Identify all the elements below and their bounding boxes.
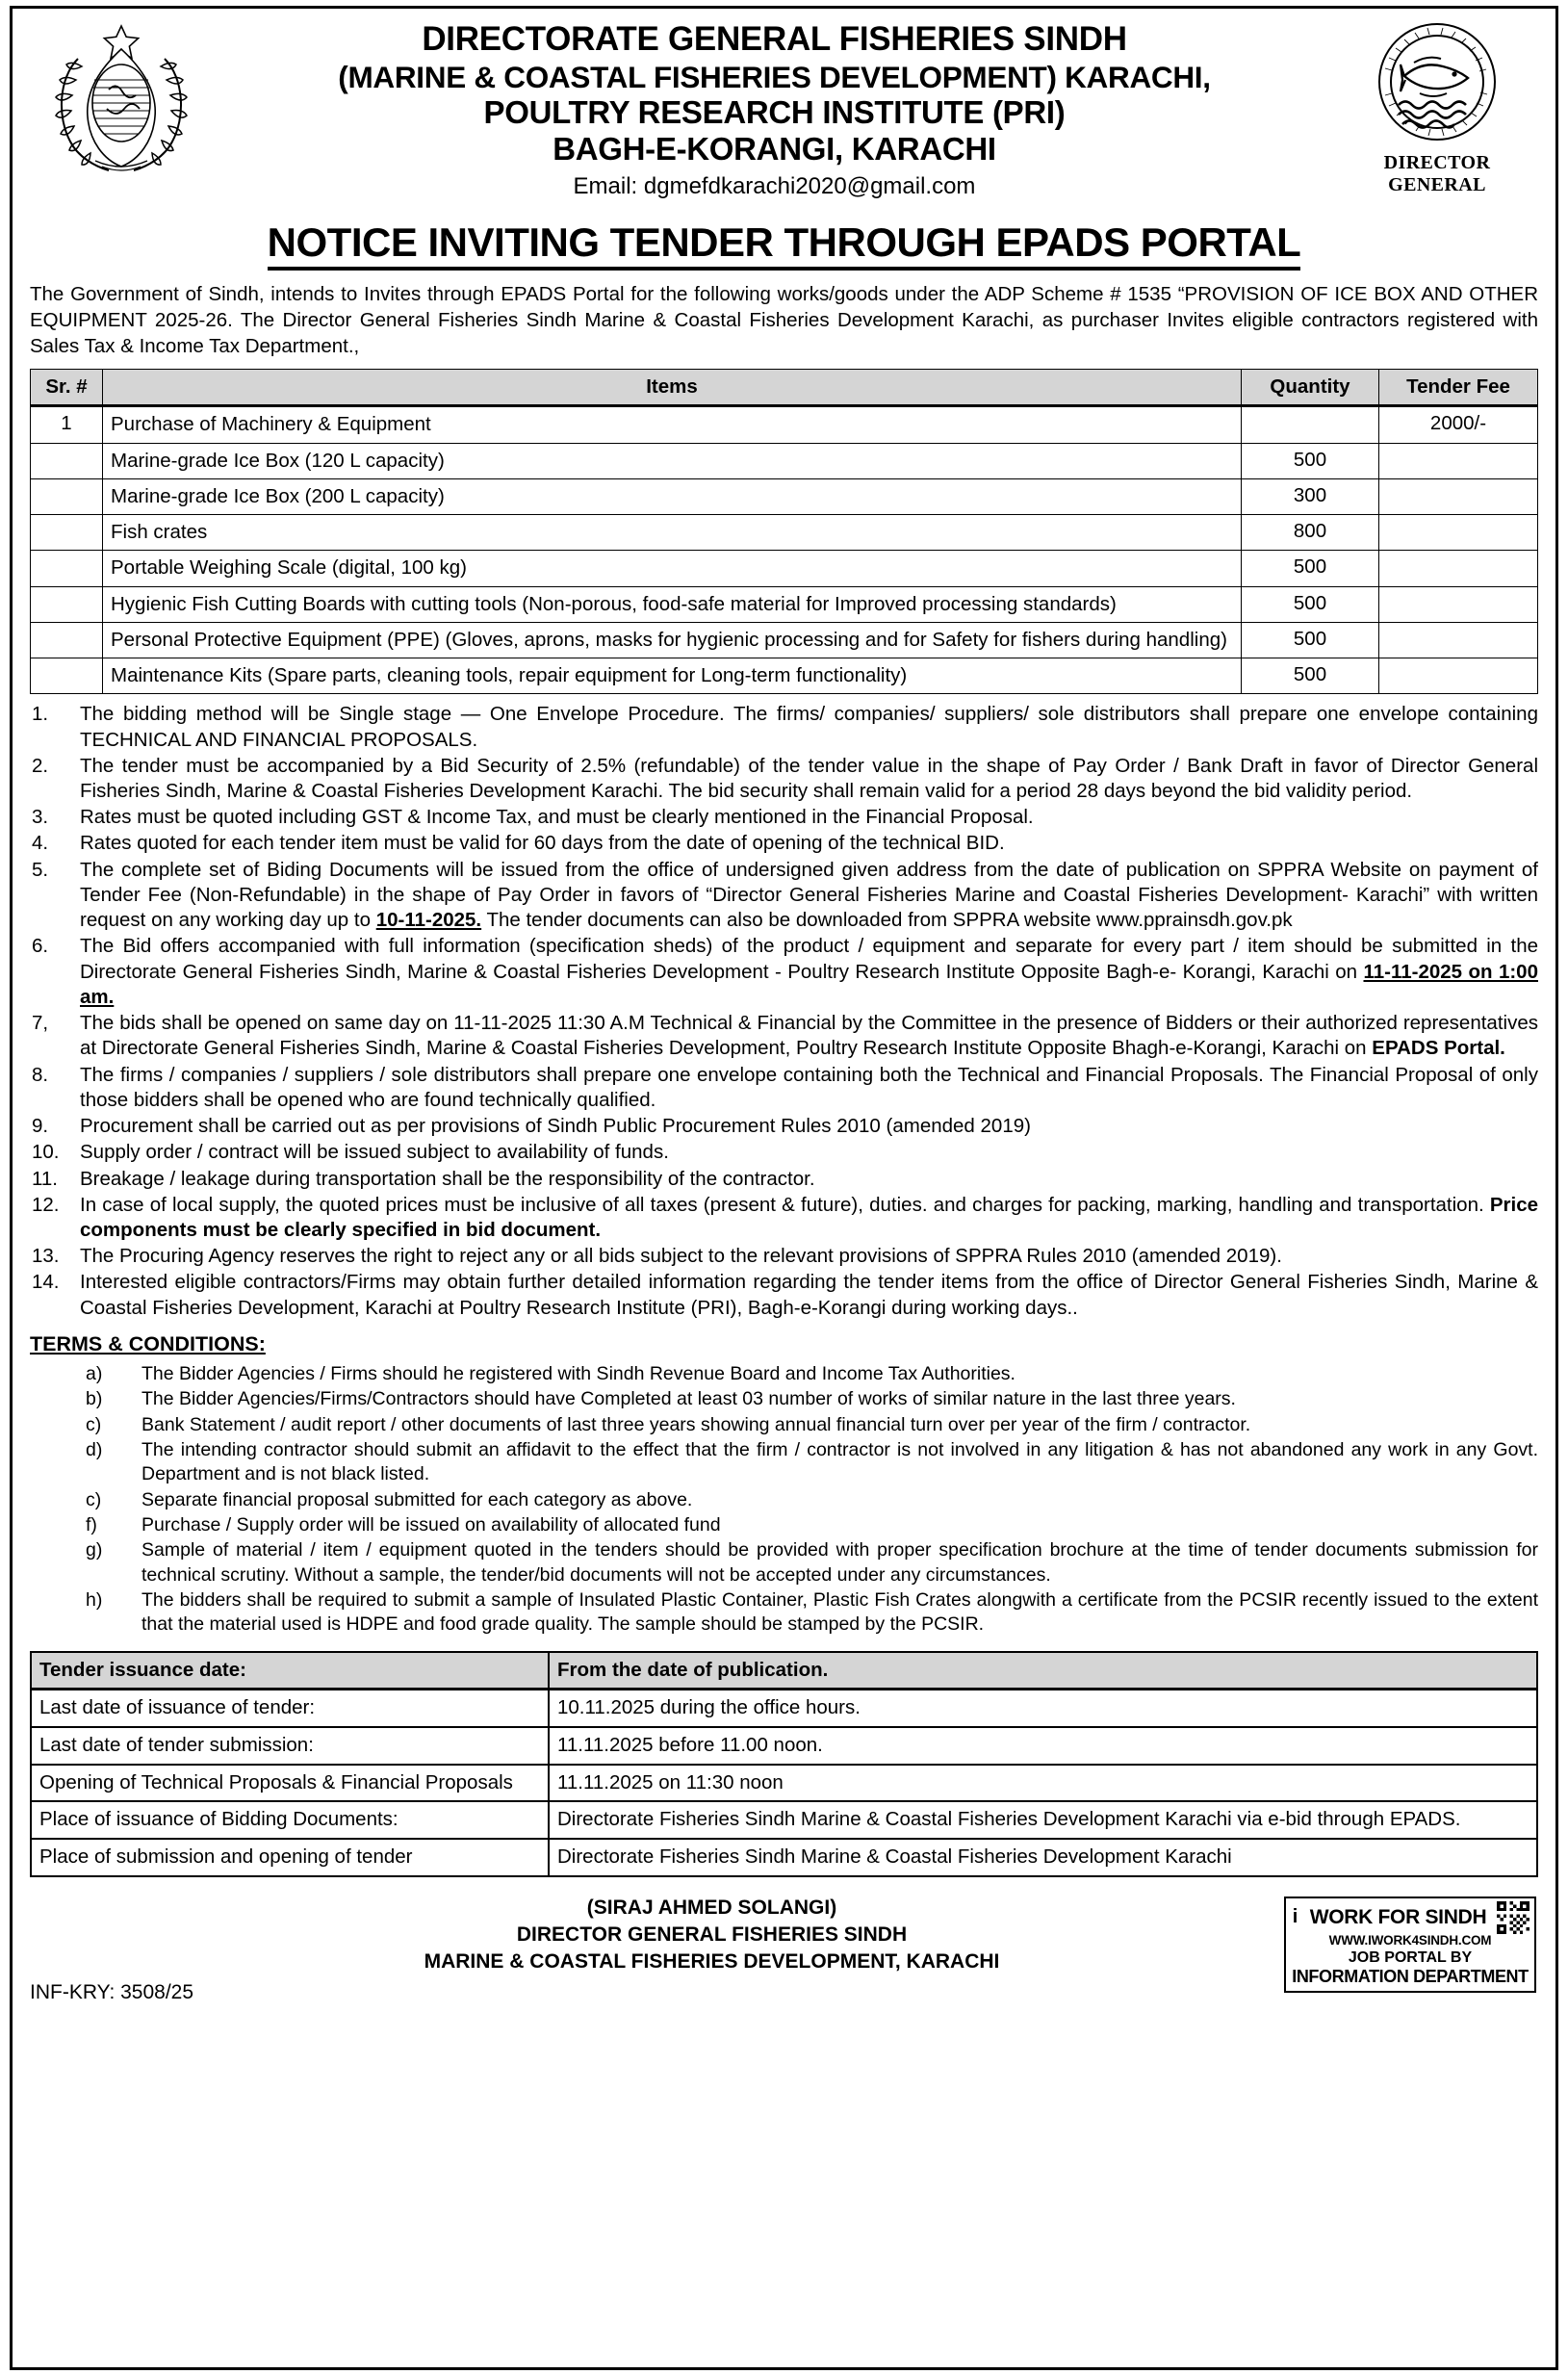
clause-item xyxy=(30,702,1538,752)
cell-tender-fee: 2000/- xyxy=(1379,406,1538,443)
cell-item: Purchase of Machinery & Equipment xyxy=(103,406,1242,443)
term-letter: c) xyxy=(86,1413,102,1435)
clause-number: 13. xyxy=(32,1245,60,1268)
intro-paragraph: The Government of Sindh, intends to Invites through EPADS Portal for the following works/goods under the ADP Scheme # 1535 “PROVISION OF ICE BOX AND OTHER EQUIPMENT 2025-26. The Director General Fisheries Sindh Marine & Coastal Fisheries Development Karachi, as purchaser Invites eligible contractors registered with Sales Tax & Income Tax Department., xyxy=(30,282,1538,358)
term-text: The intending contractor should submit an affidavit to the effect that the firm / contractor is not involved in any litigation & has not abandoned any work in any Govt. Department and is not black listed. xyxy=(141,1438,1538,1485)
clause-item xyxy=(30,1270,1538,1320)
cell-item: Fish crates xyxy=(103,515,1242,551)
page-title-text: NOTICE INVITING TENDER THROUGH EPADS PORTAL xyxy=(268,219,1301,271)
page-title xyxy=(30,219,1538,266)
term-letter: g) xyxy=(86,1539,103,1561)
fisheries-department-seal xyxy=(1336,20,1538,196)
clause-item xyxy=(30,1011,1538,1061)
cell-quantity: 300 xyxy=(1242,478,1379,514)
cell-item: Portable Weighing Scale (digital, 100 kg) xyxy=(103,551,1242,586)
cell-quantity: 500 xyxy=(1242,658,1379,694)
schedule-label: Tender issuance date: xyxy=(31,1652,549,1690)
term-text: The Bidder Agencies / Firms should he registered with Sindh Revenue Board and Income Tax Authorities. xyxy=(141,1362,1015,1384)
clause-item xyxy=(30,754,1538,804)
schedule-header-row xyxy=(31,1652,1537,1690)
clause-text: Supply order / contract will be issued subject to availability of funds. xyxy=(80,1141,669,1164)
cell-quantity: 500 xyxy=(1242,551,1379,586)
iwork-brand-text: WORK FOR SINDH xyxy=(1309,1905,1487,1928)
term-letter: b) xyxy=(86,1388,103,1410)
clause-emphasis: Price components must be clearly specified in bid document. xyxy=(80,1193,1538,1241)
clause-item xyxy=(30,1063,1538,1113)
table-row xyxy=(31,478,1538,514)
term-text: Separate financial proposal submitted for each category as above. xyxy=(141,1488,693,1510)
document-header xyxy=(30,16,1538,200)
clause-number: 12. xyxy=(32,1193,60,1216)
inf-reference-number: INF-KRY: 3508/25 xyxy=(30,1980,194,2003)
iwork-for-sindh-badge[interactable] xyxy=(1284,1897,1536,1993)
clause-text: The Procuring Agency reserves the right to reject any or all bids subject to the relevant provisions of SPPRA Rules 2010 (amended 2019). xyxy=(80,1245,1282,1268)
clause-item xyxy=(30,1193,1538,1243)
term-item xyxy=(86,1538,1538,1587)
cell-tender-fee xyxy=(1379,658,1538,694)
schedule-row xyxy=(31,1801,1537,1839)
clause-number: 2. xyxy=(32,754,49,777)
clause-item xyxy=(30,934,1538,1010)
terms-conditions-heading: TERMS & CONDITIONS: xyxy=(30,1331,266,1355)
clause-text: Breakage / leakage during transportation shall be the responsibility of the contractor. xyxy=(80,1167,815,1190)
term-item xyxy=(86,1488,1538,1512)
document-footer xyxy=(30,1895,1538,2002)
cell-sr xyxy=(31,515,103,551)
table-row xyxy=(31,551,1538,586)
clause-number: 14. xyxy=(32,1271,60,1294)
schedule-row xyxy=(31,1690,1537,1727)
schedule-label: Place of issuance of Bidding Documents: xyxy=(31,1801,549,1839)
cell-item: Maintenance Kits (Spare parts, cleaning tools, repair equipment for Long-term functionality) xyxy=(103,658,1242,694)
cell-item: Personal Protective Equipment (PPE) (Gloves, aprons, masks for hygienic processing and for Safety for fishers during handling) xyxy=(103,622,1242,658)
govt-of-sindh-seal xyxy=(30,20,213,174)
schedule-row xyxy=(31,1839,1537,1876)
clause-number: 11. xyxy=(32,1167,58,1190)
contact-email: Email: dgmefdkarachi2020@gmail.com xyxy=(573,172,976,199)
items-table xyxy=(30,369,1538,694)
clause-item xyxy=(30,1140,1538,1165)
items-table-header-row xyxy=(31,370,1538,406)
term-item xyxy=(86,1513,1538,1537)
term-letter: h) xyxy=(86,1589,103,1611)
clause-text: Rates must be quoted including GST & Income Tax, and must be clearly mentioned in the Financial Proposal. xyxy=(80,806,1034,829)
cell-sr xyxy=(31,443,103,478)
schedule-table xyxy=(30,1651,1538,1877)
clause-emphasis: EPADS Portal. xyxy=(1372,1037,1505,1060)
cell-sr xyxy=(31,478,103,514)
schedule-label: Last date of issuance of tender: xyxy=(31,1690,549,1727)
iwork-i-letter: i xyxy=(1292,1906,1298,1928)
cell-tender-fee xyxy=(1379,443,1538,478)
cell-sr: 1 xyxy=(31,406,103,443)
signatory-title-2: MARINE & COASTAL FISHERIES DEVELOPMENT, KARACHI xyxy=(424,1949,1000,1973)
cell-quantity: 800 xyxy=(1242,515,1379,551)
schedule-label: Last date of tender submission: xyxy=(31,1727,549,1765)
clause-number: 6. xyxy=(32,935,49,958)
cell-item: Marine-grade Ice Box (200 L capacity) xyxy=(103,478,1242,514)
header-titles xyxy=(213,20,1336,200)
schedule-row xyxy=(31,1727,1537,1765)
qr-code-icon xyxy=(1497,1901,1529,1934)
col-header-sr: Sr. # xyxy=(31,370,103,406)
cell-quantity: 500 xyxy=(1242,622,1379,658)
schedule-value: 11.11.2025 before 11.00 noon. xyxy=(549,1727,1537,1765)
signatory-name: (SIRAJ AHMED SOLANGI) xyxy=(586,1896,837,1919)
clause-number: 5. xyxy=(32,858,49,881)
term-text: The Bidder Agencies/Firms/Contractors should have Completed at least 03 number of works of similar nature in the last three years. xyxy=(141,1388,1236,1410)
clause-item xyxy=(30,831,1538,856)
schedule-value: From the date of publication. xyxy=(549,1652,1537,1690)
terms-conditions-list xyxy=(86,1362,1538,1638)
clause-number: 8. xyxy=(32,1063,49,1086)
clause-text: The Bid offers accompanied with full information (specification sheds) of the product / equipment and separate for every part / item should be submitted in the Directorate General Fisheries Sindh, Marine & Coastal Fisheries Development - Poultry Research Institute Opposite Bagh-e- Korangi, Karachi on 11-11-2025 on 1:00 am. xyxy=(80,935,1538,1008)
clause-text: The firms / companies / suppliers / sole distributors shall prepare one envelope containing both the Technical and Financial Proposals. The Financial Proposal of only those bidders shall be opened who are found technically qualified. xyxy=(80,1063,1538,1111)
clause-text: Procurement shall be carried out as per provisions of Sindh Public Procurement Rules 2010 (amended 2019) xyxy=(80,1115,1031,1138)
col-header-tender-fee: Tender Fee xyxy=(1379,370,1538,406)
term-text: Bank Statement / audit report / other documents of last three years showing annual financial turn over per year of the firm / contractor. xyxy=(141,1413,1251,1435)
schedule-value: 11.11.2025 on 11:30 noon xyxy=(549,1765,1537,1802)
cell-sr xyxy=(31,658,103,694)
clause-item xyxy=(30,1244,1538,1269)
term-item xyxy=(86,1362,1538,1386)
term-text: Sample of material / item / equipment quoted in the tenders should be provided with proper specification brochure at the time of tender documents submission for technical scrutiny. Without a sample, the tender/bid documents will not be accepted under any circumstances. xyxy=(141,1539,1538,1586)
org-line-1: DIRECTORATE GENERAL FISHERIES SINDH xyxy=(422,20,1127,58)
signatory-title-1: DIRECTOR GENERAL FISHERIES SINDH xyxy=(516,1922,908,1946)
term-item xyxy=(86,1438,1538,1487)
clause-number: 9. xyxy=(32,1115,49,1138)
org-line-4: BAGH-E-KORANGI, KARACHI xyxy=(553,131,996,168)
clause-item xyxy=(30,1114,1538,1139)
clause-emphasis: 10-11-2025. xyxy=(375,909,482,932)
term-text: The bidders shall be required to submit a sample of Insulated Plastic Container, Plastic Fish Crates alongwith a certificate from the PCSIR recently issued to the extent that the material used is HDPE and food grade quality. The sample should be stamped by the PCSIR. xyxy=(141,1589,1538,1636)
schedule-label: Opening of Technical Proposals & Financial Proposals xyxy=(31,1765,549,1802)
iwork-line-4: INFORMATION DEPARTMENT xyxy=(1292,1966,1529,1986)
term-letter: a) xyxy=(86,1362,103,1384)
schedule-row xyxy=(31,1765,1537,1802)
director-general-caption: DIRECTOR GENERAL xyxy=(1383,152,1491,195)
schedule-value: Directorate Fisheries Sindh Marine & Coastal Fisheries Development Karachi xyxy=(549,1839,1537,1876)
clause-text: Interested eligible contractors/Firms may obtain further detailed information regarding the tender items from the office of Director General Fisheries Sindh, Marine & Coastal Fisheries Development, Karachi at Poultry Research Institute (PRI), Bagh-e-Korangi during working days.. xyxy=(80,1271,1538,1319)
cell-tender-fee xyxy=(1379,478,1538,514)
fisheries-seal-icon xyxy=(1375,20,1499,143)
iwork-badge-row xyxy=(1291,1901,1529,1934)
cell-quantity: 500 xyxy=(1242,586,1379,622)
cell-sr xyxy=(31,551,103,586)
col-header-quantity: Quantity xyxy=(1242,370,1379,406)
table-row xyxy=(31,515,1538,551)
clause-number: 10. xyxy=(32,1141,60,1164)
org-line-2: (MARINE & COASTAL FISHERIES DEVELOPMENT) KARACHI, xyxy=(338,59,1211,94)
notice-sheet-border xyxy=(10,6,1558,2370)
term-item xyxy=(86,1588,1538,1638)
col-header-items: Items xyxy=(103,370,1242,406)
table-row xyxy=(31,658,1538,694)
cell-tender-fee xyxy=(1379,515,1538,551)
clause-number: 3. xyxy=(32,806,49,829)
schedule-value: 10.11.2025 during the office hours. xyxy=(549,1690,1537,1727)
cell-tender-fee xyxy=(1379,551,1538,586)
table-row xyxy=(31,586,1538,622)
clause-number: 4. xyxy=(32,832,49,855)
clause-text: Rates quoted for each tender item must be valid for 60 days from the date of opening of the technical BID. xyxy=(80,832,1005,855)
tender-clauses-list xyxy=(30,702,1538,1321)
iwork-url[interactable]: WWW.IWORK4SINDH.COM xyxy=(1328,1932,1492,1948)
iwork-line-3: JOB PORTAL BY xyxy=(1348,1948,1473,1966)
clause-text: The bids shall be opened on same day on 11-11-2025 11:30 A.M Technical & Financial by the Committee in the presence of Bidders or their authorized representatives at Directorate General Fisheries Sindh, Marine & Coastal Fisheries Development, Poultry Research Institute Opposite Bhagh-e-Korangi, Karachi on EPADS Portal. xyxy=(80,1012,1538,1060)
term-letter: f) xyxy=(86,1513,97,1535)
clause-text: The complete set of Biding Documents will be issued from the office of undersigned given address from the date of publication on SPPRA Website on payment of Tender Fee (Non-Refundable) in the shape of Pay Order in favors of “Director General Fisheries Marine and Coastal Fisheries Development- Karachi” with written request on any working day up to 10-11-2025. The tender documents can also be downloaded from SPPRA website www.pprainsdh.gov.pk xyxy=(80,858,1538,932)
cell-item: Hygienic Fish Cutting Boards with cutting tools (Non-porous, food-safe material for Improved processing standards) xyxy=(103,586,1242,622)
clause-item xyxy=(30,858,1538,934)
cell-quantity: 500 xyxy=(1242,443,1379,478)
clause-text: The bidding method will be Single stage — One Envelope Procedure. The firms/ companies/ suppliers/ sole distributors shall prepare one envelope containing TECHNICAL AND FINANCIAL PROPOSALS. xyxy=(80,703,1538,751)
clause-text: In case of local supply, the quoted prices must be inclusive of all taxes (present & future), duties. and charges for packing, marking, handling and transportation. Price components must be clearly specified in bid document. xyxy=(80,1193,1538,1241)
cell-item: Marine-grade Ice Box (120 L capacity) xyxy=(103,443,1242,478)
cell-tender-fee xyxy=(1379,622,1538,658)
org-line-3: POULTRY RESEARCH INSTITUTE (PRI) xyxy=(483,94,1066,131)
cell-sr xyxy=(31,622,103,658)
table-row xyxy=(31,406,1538,443)
clause-text: The tender must be accompanied by a Bid Security of 2.5% (refundable) of the tender value in the shape of Pay Order / Bank Draft in favor of Director General Fisheries Sindh, Marine & Coastal Fisheries Development Karachi. The bid security shall remain valid for a period 28 days beyond the bid validity period. xyxy=(80,754,1538,802)
clause-number: 7, xyxy=(32,1012,49,1035)
clause-emphasis: 11-11-2025 on 1:00 am. xyxy=(80,960,1538,1008)
clause-item xyxy=(30,1167,1538,1192)
term-letter: c) xyxy=(86,1488,102,1510)
cell-tender-fee xyxy=(1379,586,1538,622)
table-row xyxy=(31,443,1538,478)
cell-sr xyxy=(31,586,103,622)
term-letter: d) xyxy=(86,1438,103,1460)
govt-of-sindh-seal-icon xyxy=(49,20,193,174)
term-text: Purchase / Supply order will be issued on availability of allocated fund xyxy=(141,1513,721,1535)
term-item xyxy=(86,1387,1538,1411)
cell-quantity xyxy=(1242,406,1379,443)
clause-item xyxy=(30,805,1538,830)
term-item xyxy=(86,1413,1538,1437)
clause-number: 1. xyxy=(32,703,49,726)
table-row xyxy=(31,622,1538,658)
schedule-label: Place of submission and opening of tender xyxy=(31,1839,549,1876)
schedule-value: Directorate Fisheries Sindh Marine & Coastal Fisheries Development Karachi via e-bid through EPADS. xyxy=(549,1801,1537,1839)
